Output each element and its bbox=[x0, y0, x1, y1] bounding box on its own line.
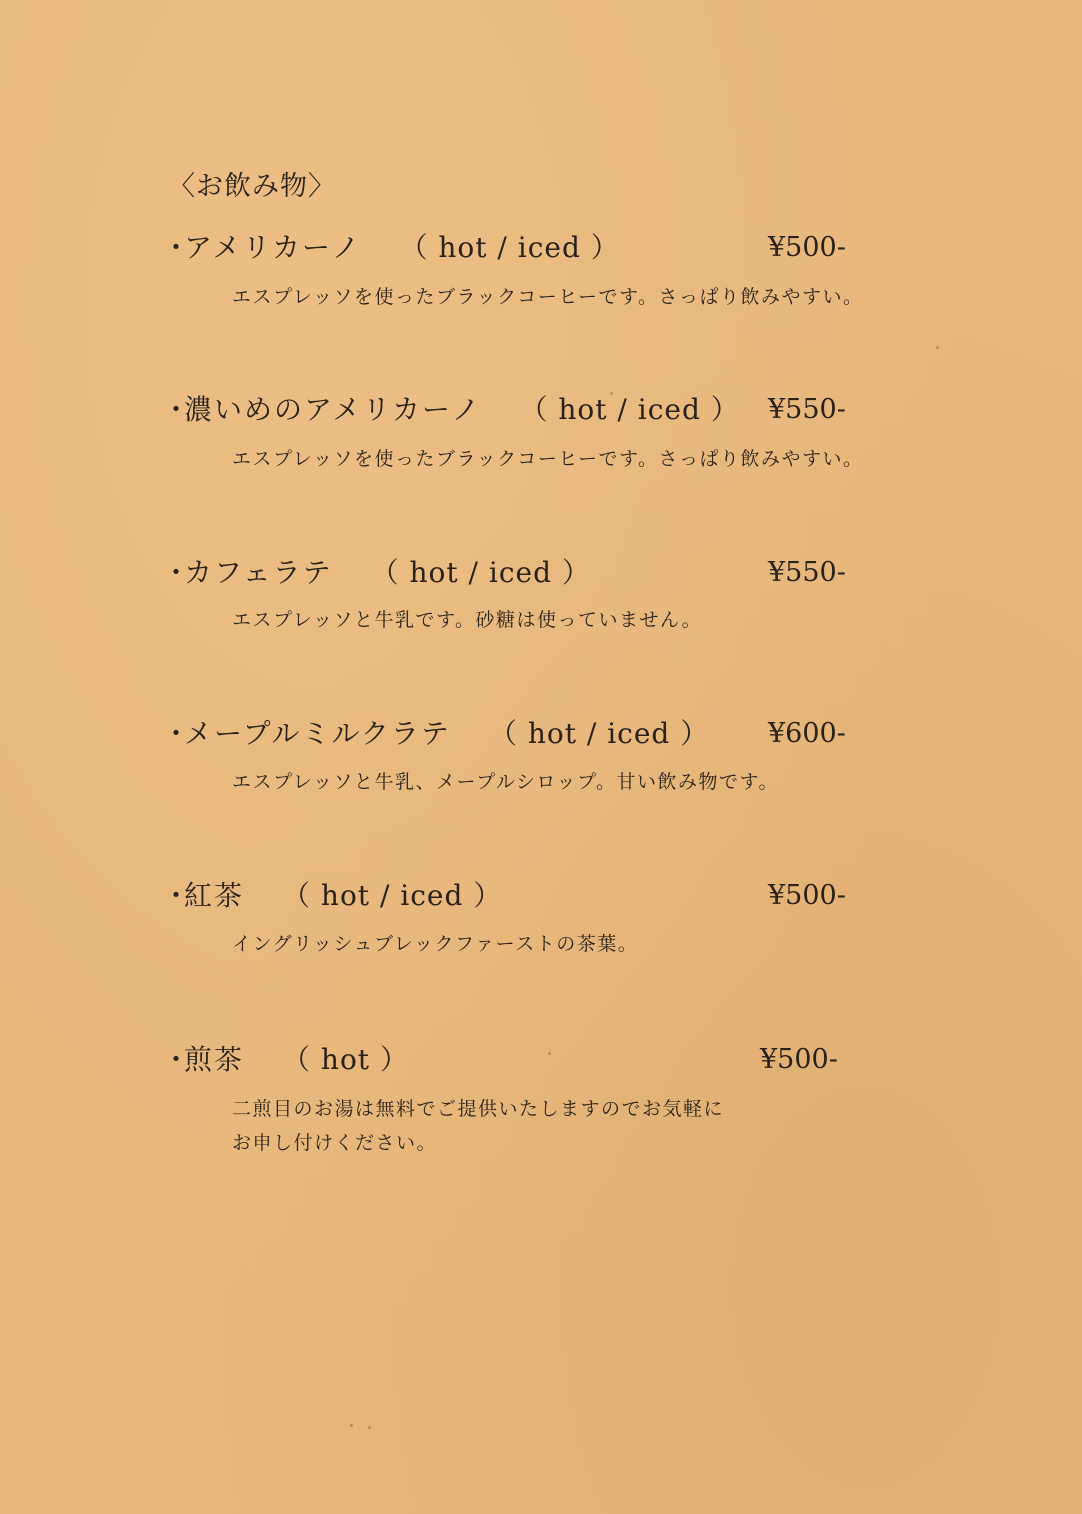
item-temperature: （ hot / iced ） bbox=[488, 717, 710, 750]
item-description: イングリッシュブレックファーストの茶葉。 bbox=[232, 933, 639, 955]
item-name: 煎茶 bbox=[184, 1043, 245, 1076]
item-temperature: （ hot ） bbox=[282, 1043, 409, 1076]
item-description-line-2: お申し付けください。 bbox=[232, 1132, 438, 1154]
paper-speck bbox=[936, 346, 939, 349]
menu-item-strong-americano bbox=[162, 390, 740, 430]
item-price: ¥550- bbox=[768, 557, 846, 588]
item-name: 濃いめのアメリカーノ bbox=[184, 393, 482, 426]
bullet: ・ bbox=[162, 556, 191, 589]
menu-item-cafe-latte bbox=[162, 553, 591, 593]
bullet: ・ bbox=[162, 879, 191, 912]
item-price: ¥500- bbox=[768, 880, 846, 911]
menu-heading: 〈お飲み物〉 bbox=[168, 171, 336, 202]
paper-speck bbox=[548, 1052, 551, 1055]
item-description: エスプレッソを使ったブラックコーヒーです。さっぱり飲みやすい。 bbox=[232, 448, 864, 470]
paper-speck bbox=[350, 1424, 353, 1427]
item-name: 紅茶 bbox=[184, 879, 245, 912]
item-description: 二煎目のお湯は無料でご提供いたしますのでお気軽に bbox=[232, 1098, 725, 1120]
menu-item-sencha bbox=[162, 1040, 409, 1080]
item-price: ¥550- bbox=[768, 394, 846, 425]
item-name: アメリカーノ bbox=[184, 231, 362, 264]
item-description: エスプレッソを使ったブラックコーヒーです。さっぱり飲みやすい。 bbox=[232, 286, 864, 308]
menu-item-black-tea bbox=[162, 876, 502, 916]
item-price: ¥600- bbox=[768, 718, 846, 749]
item-price: ¥500- bbox=[768, 232, 846, 263]
item-temperature: （ hot / iced ） bbox=[519, 393, 740, 426]
item-temperature: （ hot / iced ） bbox=[370, 556, 591, 589]
item-name: カフェラテ bbox=[184, 556, 333, 589]
item-temperature: （ hot / iced ） bbox=[282, 879, 503, 912]
paper-speck bbox=[368, 1426, 371, 1429]
bullet: ・ bbox=[162, 393, 191, 426]
item-description: エスプレッソと牛乳、メープルシロップ。甘い飲み物です。 bbox=[232, 771, 779, 793]
bullet: ・ bbox=[162, 231, 191, 264]
item-name: メープルミルクラテ bbox=[184, 717, 451, 750]
bullet: ・ bbox=[162, 717, 191, 750]
item-price: ¥500- bbox=[760, 1044, 838, 1075]
item-description: エスプレッソと牛乳です。砂糖は使っていません。 bbox=[232, 609, 703, 631]
item-temperature: （ hot / iced ） bbox=[399, 231, 620, 264]
menu-item-maple-milk-latte bbox=[162, 714, 709, 754]
bullet: ・ bbox=[162, 1043, 191, 1076]
menu-item-americano bbox=[162, 228, 620, 268]
